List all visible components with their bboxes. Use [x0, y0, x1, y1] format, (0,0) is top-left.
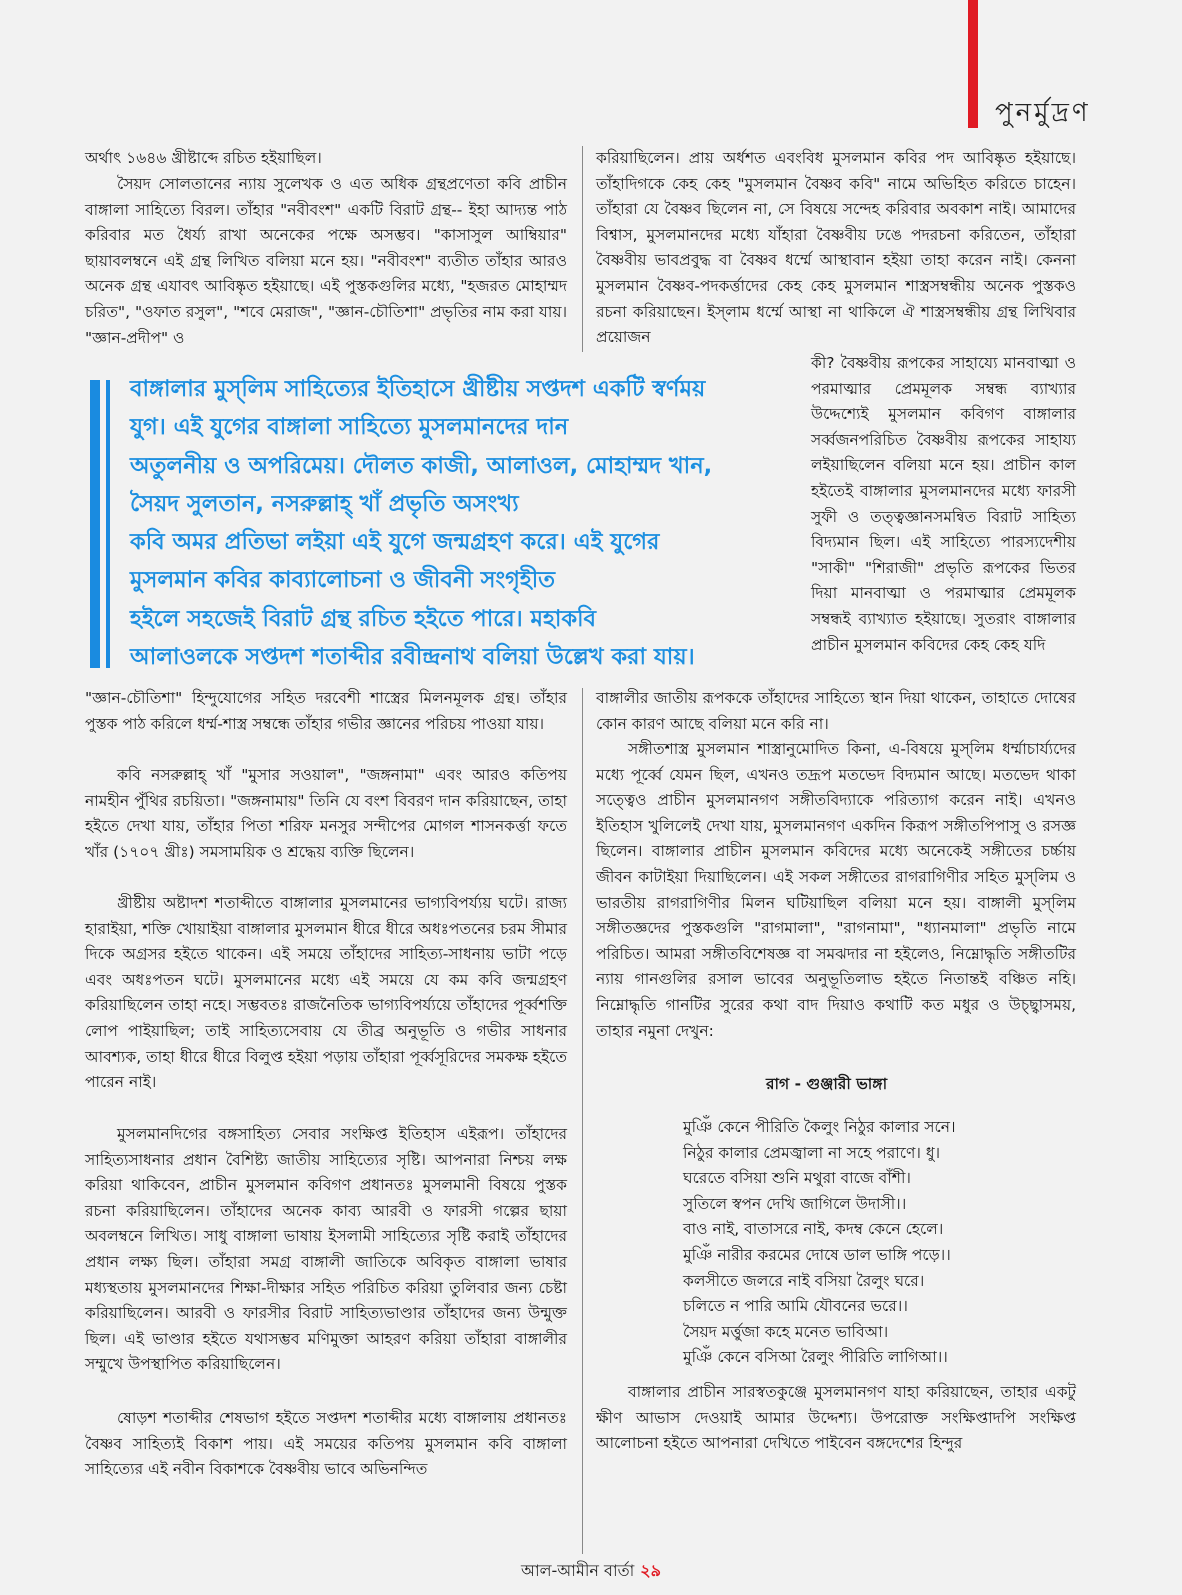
page-number: ২৯: [640, 1561, 662, 1580]
column-divider: [582, 688, 583, 1554]
pull-quote-line: হইলে সহজেই বিরাট গ্রন্থ রচিত হইতে পারে। মহাকবি: [130, 605, 597, 632]
left-top-para-1: অর্থাৎ ১৬৪৬ খ্রীষ্টাব্দে রচিত হইয়াছিল।: [85, 149, 322, 167]
poem-line: নিঠুর কালার প্রেমজ্বালা না সহে পরাণে। ধু।: [683, 1143, 941, 1162]
magazine-name: আল-আমীন বার্তা: [520, 1561, 635, 1580]
left-bottom-para-3: খ্রীষ্টীয় অষ্টাদশ শতাব্দীতে বাঙ্গালার মুসলমানের ভাগ্যবিপর্য্যয় ঘটে। রাজ্য হারাইয়া, শক্তি খোয়াইয়া বাঙ্গালার মুসলমান ধীরে ধীরে অধঃপতনের চরম সীমার দিকে অগ্রসর হইতে থাকেন। এই সময়ে তাঁহাদের সাহিত্য-সাধনায় ভাটা পড়ে এবং অধঃপতন ঘটে। মুসলমানের মধ্যে এই সময়ে যে কম কবি জন্মগ্রহণ করিয়াছিলেন তাহা নহে। সম্ভবতঃ রাজনৈতিক ভাগ্যবিপর্য্যয়ে তাঁহাদের পূর্ব্বশক্তি লোপ পাইয়াছিল; তাই সাহিত্যসেবায় যে তীব্র অনুভূতি ও গভীর সাধনার আবশ্যক, তাহা ধীরে ধীরে বিলুপ্ত হইয়া পড়ায় তাঁহারা পূর্ব্বসূরিদের সমকক্ষ হইতে পারেন নাই।: [85, 894, 567, 1092]
raga-title: রাগ - গুঞ্জারী ভাঙ্গা: [766, 1075, 888, 1093]
closing-para: বাঙ্গালার প্রাচীন সারস্বতকুঞ্জে মুসলমানগণ যাহা করিয়াছেন, তাহার একটু ক্ষীণ আভাস দেওয়াই আমার উদ্দেশ্য। উপরোক্ত সংক্ষিপ্তাদপি সংক্ষিপ্ত আলোচনা হইতে আপনারা দেখিতে পাইবেন বঙ্গদেশের হিন্দুর: [596, 1383, 1076, 1453]
poem-line: সৈয়দ মর্ত্তুজা কহে মনেত ভাবিআ।: [683, 1322, 889, 1341]
pull-quote-line: মুসলমান কবির কাব্যালোচনা ও জীবনী সংগৃহীত: [130, 567, 556, 594]
left-bottom-para-4: মুসলমানদিগের বঙ্গসাহিত্য সেবার সংক্ষিপ্ত ইতিহাস এইরূপ। তাঁহাদের সাহিত্যসাধনার প্রধান বৈশিষ্ট্য জাতীয় সাহিত্যের সৃষ্টি। আপনারা নিশ্চয় লক্ষ করিয়া থাকিবেন, প্রাচীন মুসলমান কবিগণ প্রধানতঃ মুসলমানী বিষয়ে পুস্তক রচনা করিয়াছিলেন। তাঁহাদের অনেক কাব্য আরবী ও ফারসী গল্পের ছায়া অবলম্বনে লিখিত। সাধু বাঙ্গালা ভাষায় ইসলামী সাহিত্যের সৃষ্টি করাই তাঁহাদের প্রধান লক্ষ্য ছিল। তাঁহারা সমগ্র বাঙ্গালী জাতিকে অবিকৃত বাঙ্গালা ভাষার মধ্যস্থতায় মুসলমানদের শিক্ষা-দীক্ষার সহিত পরিচিত করিয়া তুলিবার জন্য চেষ্টা করিয়াছিলেন। আরবী ও ফারসীর বিরাট সাহিত্যভাণ্ডার তাঁহাদের জন্য উন্মুক্ত ছিল। এই ভাণ্ডার হইতে যথাসম্ভব মণিমুক্তা আহরণ করিয়া তাঁহারা বাঙ্গালীর সম্মুখে উপস্থাপিত করিয়াছিলেন।: [85, 1125, 567, 1374]
poem-line: কলসীতে জলরে নাই বসিয়া রৈলুং ঘরে।: [683, 1271, 925, 1290]
pull-quote-line: বাঙ্গালার মুস্‌লিম সাহিত্যের ইতিহাসে খ্রীষ্টীয় সপ্তদশ একটি স্বর্ণময়: [130, 376, 706, 402]
right-bottom-para-1: বাঙ্গালীর জাতীয় রূপককে তাঁহাদের সাহিত্যে স্থান দিয়া থাকেন, তাহাতে দোষের কোন কারণ আছে বলিয়া মনে করি না।: [596, 689, 1076, 733]
right-top-para: করিয়াছিলেন। প্রায় অর্ধশত এবংবিধ মুসলমান কবির পদ আবিষ্কৃত হইয়াছে। তাঁহাদিগকে কেহ কেহ "মুসলমান বৈষ্ণব কবি" নামে অভিহিত করিতে চাহেন। তাঁহারা যে বৈষ্ণব ছিলেন না, সে বিষয়ে সন্দেহ করিবার অবকাশ নাই। আমাদের বিশ্বাস, মুসলমানদের মধ্যে যাঁহারা বৈষ্ণবীয় ঢঙে পদরচনা করিতেন, তাঁহারা বৈষ্ণবীয় ভাবপ্রবুদ্ধ বা বৈষ্ণব ধর্ম্মে আস্থাবান হইয়া তাহা করেন নাই। কেননা মুসলমান বৈষ্ণব-পদকর্ত্তাদের কেহ কেহ মুসলমান শাস্ত্রসম্বন্ধীয় অনেক পুস্তকও রচনা করিয়াছেন। ইস্‌লাম ধর্ম্মে আস্থা না থাকিলে ঐ শাস্ত্রসম্বন্ধীয় গ্রন্থ লিখিবার প্রয়োজন: [596, 149, 1076, 347]
pull-quote-line: যুগ। এই যুগের বাঙ্গালা সাহিত্যে মুসলমানদের দান: [130, 414, 569, 441]
poem-line: ঘরেতে বসিয়া শুনি মথুরা বাজে বাঁশী।: [683, 1169, 911, 1188]
page-footer: [0, 1558, 1182, 1585]
pull-quote-bars: [90, 380, 118, 668]
red-accent-bar: [968, 0, 978, 128]
left-bottom-para-2: কবি নসরুল্লাহ্ খাঁ "মুসার সওয়াল", "জঙ্গনামা" এবং আরও কতিপয় নামহীন পুঁথির রচয়িতা। "জঙ্গনামায়" তিনি যে বংশ বিবরণ দান করিয়াছেন, তাহা হইতে দেখা যায়, তাঁহার পিতা শরিফ মনসুর সন্দীপের মোগল শাসনকর্ত্তা ফতে খাঁর (১৭০৭ খ্রীঃ) সমসাময়িক ও শ্রদ্ধেয় ব্যক্তি ছিলেন।: [85, 766, 567, 861]
right-bottom-para-2: সঙ্গীতশাস্ত্র মুসলমান শাস্ত্রানুমোদিত কিনা, এ-বিষয়ে মুস্‌লিম ধর্ম্মাচার্য্যদের মধ্যে পূর্ব্বে যেমন ছিল, এখনও তদ্রূপ মতভেদ বিদ্যমান আছে। মতভেদ থাকা সত্ত্বেও প্রাচীন মুসলমানগণ সঙ্গীতবিদ্যাকে পরিত্যাগ করেন নাই। এখনও ইতিহাস খুলিলেই দেখা যায়, মুসলমানগণ একদিন কিরূপ সঙ্গীতপিপাসু ও রসজ্ঞ ছিলেন। বাঙ্গালার প্রাচীন মুসলমান কবিদের মধ্যে অনেকেই সঙ্গীতের চর্চ্চায় জীবন কাটাইয়া দিয়াছিলেন। এই সকল সঙ্গীতের রাগরাগিণীর সহিত মুস্‌লিম ও ভারতীয় রাগরাগিণীর মিলন ঘটিয়াছিল বলিয়া মনে হয়। বাঙ্গালী মুস্‌লিম সঙ্গীতজ্ঞদের পুস্তকগুলি "রাগমালা", "রাগনামা", "ধ্যানমালা" প্রভৃতি নামে পরিচিত। আমরা সঙ্গীতবিশেষজ্ঞ বা সমঝদার না হইলেও, নিম্নোদ্ধৃতি সঙ্গীতটির ন্যায় গানগুলির রসাল ভাবের অনুভূতিলাভ হইতে নিতান্তই বঞ্চিত নহি। নিম্নোদ্ধৃতি গানটির সুরের কথা বাদ দিয়াও কথাটি কত মধুর ও উচ্ছ্বাসময়, তাহার নমুনা দেখুন:: [596, 740, 1076, 1040]
pull-quote: [130, 370, 805, 676]
pull-quote-line: কবি অমর প্রতিভা লইয়া এই যুগে জন্মগ্রহণ করে। এই যুগের: [130, 529, 660, 556]
right-narrow-para: কী? বৈষ্ণবীয় রূপকের সাহায্যে মানবাত্মা ও পরমাত্মার প্রেমমূলক সম্বন্ধ ব্যাখ্যার উদ্দেশ্যেই মুসলমান কবিগণ বাঙ্গালার সর্ব্বজনপরিচিত বৈষ্ণবীয় রূপকের সাহায্য লইয়াছিলেন বলিয়া মনে হয়। প্রাচীন কাল হইতেই বাঙ্গালার মুসলমানদের মধ্যে ফারসী সুফী ও তত্ত্বজ্ঞানসমন্বিত বিরাট সাহিত্য বিদ্যমান ছিল। এই সাহিত্যে পারস্যদেশীয় "সাকী" "শিরাজী" প্রভৃতি রূপকের ভিতর দিয়া মানবাত্মা ও পরমাত্মার প্রেমমূলক সম্বন্ধই ব্যাখ্যাত হইয়াছে। সুতরাং বাঙ্গালার প্রাচীন মুসলমান কবিদের কেহ কেহ যদি: [811, 354, 1076, 654]
left-bottom-para-1: "জ্ঞান-চৌতিশা" হিন্দুযোগের সহিত দরবেশী শাস্ত্রের মিলনমূলক গ্রন্থ। তাঁহার পুস্তক পাঠ করিলে ধর্ম্ম-শাস্ত্র সম্বন্ধে তাঁহার গভীর জ্ঞানের পরিচয় পাওয়া যায়।: [85, 689, 567, 733]
column-divider: [582, 146, 583, 352]
pull-quote-line: সৈয়দ সুলতান, নসরুল্লাহ্ খাঁ প্রভৃতি অসংখ্য: [130, 490, 519, 517]
poem: [683, 1115, 956, 1371]
poem-line: মুঞিঁ নারীর করমের দোষে ডাল ভাঙ্গি পড়ে।।: [683, 1245, 951, 1264]
poem-line: মুঞিঁ কেনে পীরিতি কৈলুং নিঠুর কালার সনে।: [683, 1118, 956, 1136]
pull-quote-line: অতুলনীয় ও অপরিমেয়। দৌলত কাজী, আলাওল, মোহাম্মদ খান,: [130, 452, 713, 479]
pull-quote-line: আলাওলকে সপ্তদশ শতাব্দীর রবীন্দ্রনাথ বলিয়া উল্লেখ করা যায়।: [130, 644, 695, 671]
poem-line: চলিতে ন পারি আমি যৌবনের ভরে।।: [683, 1297, 908, 1316]
left-top-para-2: সৈয়দ সোলতানের ন্যায় সুলেখক ও এত অধিক গ্রন্থপ্রণেতা কবি প্রাচীন বাঙ্গালা সাহিত্যে বিরল। তাঁহার "নবীবংশ" একটি বিরাট গ্রন্থ-- ইহা আদ্যন্ত পাঠ করিবার মত ধৈর্য্য রাখা অনেকের পক্ষে অসম্ভব। "কাসাসুল আম্বিয়ার" ছায়াবলম্বনে এই গ্রন্থ লিখিত বলিয়া মনে হয়। "নবীবংশ" ব্যতীত তাঁহার আরও অনেক গ্রন্থ এযাবৎ আবিষ্কৃত হইয়াছে। এই পুস্তকগুলির মধ্যে, "হজরত মোহাম্মদ চরিত", "ওফাত রসুল", "শবে মেরাজ", "জ্ঞান-চৌতিশা" প্রভৃতির নাম করা যায়। "জ্ঞান-প্রদীপ" ও: [85, 175, 567, 347]
poem-line: সুতিলে স্বপন দেখি জাগিলে উদাসী।।: [683, 1194, 907, 1213]
left-bottom-para-5: ষোড়শ শতাব্দীর শেষভাগ হইতে সপ্তদশ শতাব্দীর মধ্যে বাঙ্গালায় প্রধানতঃ বৈষ্ণব সাহিত্যই বিকাশ পায়। এই সময়ের কতিপয় মুসলমান কবি বাঙ্গালা সাহিত্যের এই নবীন বিকাশকে বৈষ্ণবীয় ভাবে অভিনন্দিত: [85, 1409, 567, 1479]
poem-line: বাও নাই, বাতাসরে নাই, কদম্ব কেনে হেলে।: [683, 1220, 944, 1239]
section-title: পুনর্মুদ্রণ: [995, 98, 1091, 128]
poem-line: মুঞিঁ কেনে বসিআ রৈলুং পীরিতি লাগিআ।।: [683, 1348, 948, 1367]
